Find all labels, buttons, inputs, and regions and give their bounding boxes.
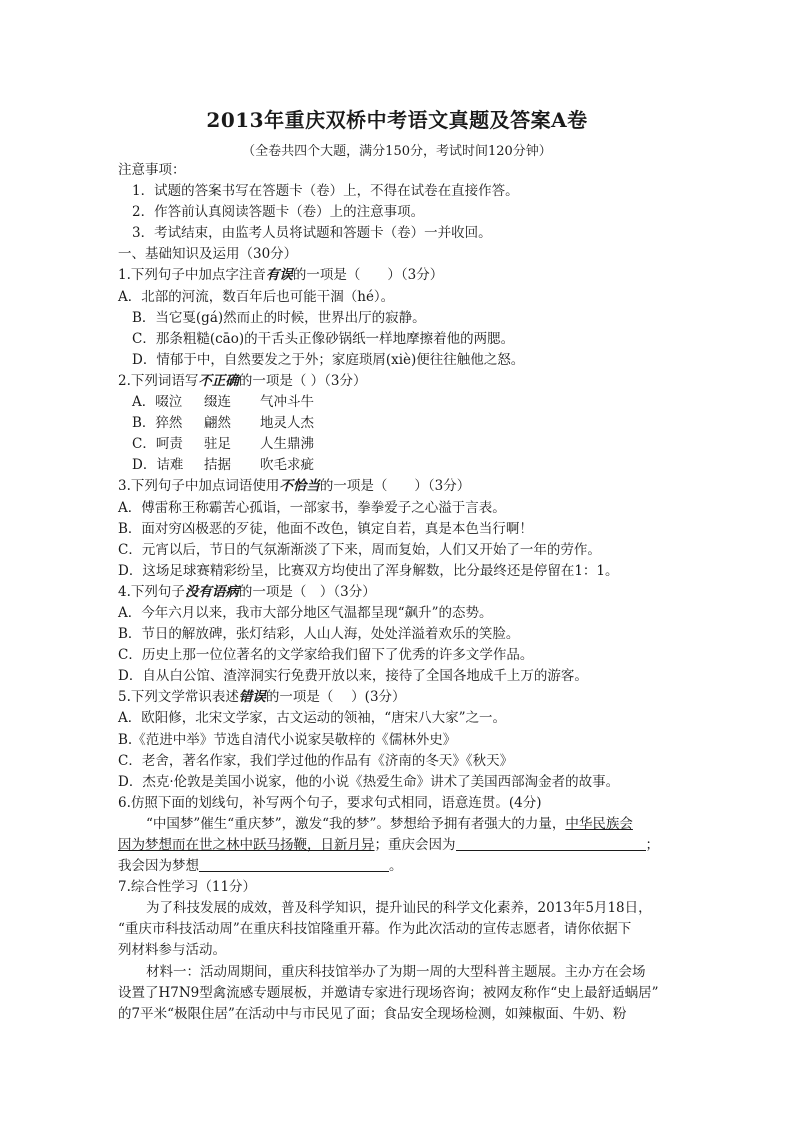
question-1-stem bbox=[118, 265, 678, 286]
underlined-sentence: 因为梦想而在世之林中跃马扬鞭，日新月异 bbox=[118, 837, 375, 853]
option-word: 吹毛求疵 bbox=[260, 457, 314, 474]
answer-blank[interactable] bbox=[199, 857, 389, 872]
option-word: 驻足 bbox=[204, 436, 231, 453]
question-7-passage: 为了科技发展的成效，普及科学知识，提升讪民的科学文化素养，2013年5月18日， bbox=[146, 900, 652, 917]
option-c: C．元宵以后，节日的气氛渐渐淡了下来，周而复始，人们又开始了一年的劳作。 bbox=[118, 541, 601, 558]
option-word: 缀连 bbox=[204, 394, 231, 411]
question-6-passage bbox=[118, 814, 678, 835]
material-1: 材料一：活动周期间，重庆科技馆举办了为期一周的大型科普主题展。主办方在会场 bbox=[146, 963, 646, 980]
option-a: A．今年六月以来，我市大部分地区气温都呈现“飙升”的态势。 bbox=[118, 604, 493, 621]
page-subtitle: （全卷共四个大题，满分150分，考试时间120分钟） bbox=[242, 144, 552, 159]
question-text: 4.下列句子 bbox=[118, 583, 185, 600]
question-emphasis: 有误 bbox=[265, 267, 293, 284]
question-text: 的一项是（ ）(3分） bbox=[265, 689, 406, 706]
answer-blank[interactable] bbox=[456, 836, 646, 851]
passage-text: 我会因为梦想 bbox=[118, 858, 199, 875]
underlined-sentence: 中华民族会 bbox=[565, 815, 633, 832]
option-a: A．傅雷称王称霸苦心孤诣，一部家书，拳拳爱子之心溢于言表。 bbox=[118, 499, 506, 516]
notice-item: 3．考试结束，由监考人员将试题和答题卡（卷）一并收回。 bbox=[132, 225, 492, 242]
material-1: 设置了H7N9型禽流感专题展板，并邀请专家进行现场咨询；被网友称作“史上最舒适蜗居” bbox=[118, 984, 659, 1001]
material-1: 的7平米“极限住居”在活动中与市民见了面；食品安全现场检测，如辣椒面、牛奶、粉 bbox=[118, 1005, 627, 1022]
option-row bbox=[118, 455, 678, 476]
option-word: B．猝然 bbox=[132, 415, 183, 432]
option-row bbox=[118, 413, 678, 434]
question-5-stem bbox=[118, 687, 678, 708]
question-text: 3.下列句子中加点词语使用 bbox=[118, 478, 280, 495]
option-row bbox=[118, 392, 678, 413]
option-b: B.《范进中举》节选自清代小说家吴敬梓的《儒林外史》 bbox=[118, 731, 457, 748]
option-b: B．面对穷凶极恶的歹徒，他面不改色，镇定自若，真是本色当行啊！ bbox=[118, 520, 533, 537]
question-text: 2.下列词语写 bbox=[118, 372, 199, 389]
question-6-stem: 6.仿照下面的划线句，补写两个句子，要求句式相同，语意连贯。(4分) bbox=[118, 794, 542, 811]
option-c: C．那条粗糙(cāo)的干舌头正像砂锅纸一样地摩擦着他的两腮。 bbox=[132, 330, 515, 347]
option-d: D．杰克·伦敦是美国小说家，他的小说《热爱生命》讲术了美国西部淘金者的故事。 bbox=[118, 773, 620, 790]
notice-item: 1．试题的答案书写在答题卡（卷）上，不得在试卷在直接作答。 bbox=[132, 183, 519, 200]
question-6-passage bbox=[118, 856, 678, 877]
passage-text: ； bbox=[645, 837, 659, 853]
question-emphasis: 不恰当 bbox=[279, 478, 320, 495]
page-title: 2013年重庆双桥中考语文真题及答案A卷 bbox=[206, 108, 588, 132]
option-row bbox=[118, 434, 678, 455]
option-word: 拮据 bbox=[204, 457, 231, 474]
option-word: 翩然 bbox=[204, 415, 231, 432]
question-emphasis: 没有语病 bbox=[184, 583, 239, 600]
question-text: 的一项是（ ）（3分） bbox=[238, 583, 376, 600]
option-c: C．历史上那一位位著名的文学家给我们留下了优秀的许多文学作品。 bbox=[118, 647, 534, 664]
question-3-stem bbox=[118, 476, 678, 497]
option-d: D．这场足球赛精彩纷呈，比赛双方均使出了浑身解数，比分最终还是停留在1：1。 bbox=[118, 562, 619, 579]
question-text: 1.下列句子中加点字注音 bbox=[118, 267, 266, 284]
option-word: 气冲斗牛 bbox=[260, 394, 314, 411]
passage-text: “中国梦”催生“重庆梦”，激发“我的梦”。梦想给予拥有者强大的力量， bbox=[146, 815, 566, 832]
question-emphasis: 错误 bbox=[238, 689, 266, 706]
option-d: D．情郁于中，自然要发之于外；家庭琐屑(xiè)便往往触他之怒。 bbox=[132, 351, 525, 368]
question-7-passage: “重庆市科技活动周”在重庆科技馆隆重开幕。作为此次活动的宣传志愿者，请你依据下 bbox=[118, 921, 632, 938]
option-d: D．自从白公馆、渣滓洞实行免费开放以来，接待了全国各地成千上万的游客。 bbox=[118, 668, 588, 685]
exam-body bbox=[118, 160, 678, 1025]
option-c: C．老舍，著名作家，我们学过他的作品有《济南的冬天》《秋天》 bbox=[118, 752, 514, 769]
question-text: 的一项是（ ）（3分） bbox=[319, 478, 471, 495]
question-2-stem bbox=[118, 371, 678, 392]
question-7-stem: 7.综合性学习（11分） bbox=[118, 879, 257, 896]
option-word: 地灵人杰 bbox=[260, 415, 314, 432]
option-word: D．诘难 bbox=[132, 457, 184, 474]
option-a: A．北部的河流，数百年后也可能干涸（hé）。 bbox=[118, 288, 395, 305]
passage-text: ；重庆会因为 bbox=[374, 837, 456, 853]
question-6-passage bbox=[118, 835, 678, 856]
question-7-passage: 列材料参与活动。 bbox=[118, 942, 226, 959]
question-text: 的一项是（ ）（3分） bbox=[292, 267, 444, 284]
notice-heading: 注意事项： bbox=[118, 162, 186, 178]
question-text: 5.下列文学常识表述 bbox=[118, 689, 239, 706]
option-word: 人生鼎沸 bbox=[260, 436, 314, 453]
option-word: A．啜泣 bbox=[132, 394, 183, 411]
question-emphasis: 不正确 bbox=[198, 372, 239, 389]
section-heading: 一、基础知识及运用（30分） bbox=[118, 246, 298, 263]
option-word: C．呵责 bbox=[132, 436, 183, 453]
question-4-stem bbox=[118, 582, 678, 603]
notice-item: 2．作答前认真阅读答题卡（卷）上的注意事项。 bbox=[132, 204, 425, 221]
question-text: 的一项是（ ）（3分） bbox=[238, 372, 367, 389]
option-b: B．节日的解放碑，张灯结彩，人山人海，处处洋溢着欢乐的笑脸。 bbox=[118, 626, 520, 643]
option-a: A．欧阳修，北宋文学家，古文运动的领袖，“唐宋八大家”之一。 bbox=[118, 710, 507, 727]
option-b: B．当它戛(gá)然而止的时候，世界出厅的寂静。 bbox=[132, 309, 426, 326]
passage-text: 。 bbox=[389, 858, 403, 875]
